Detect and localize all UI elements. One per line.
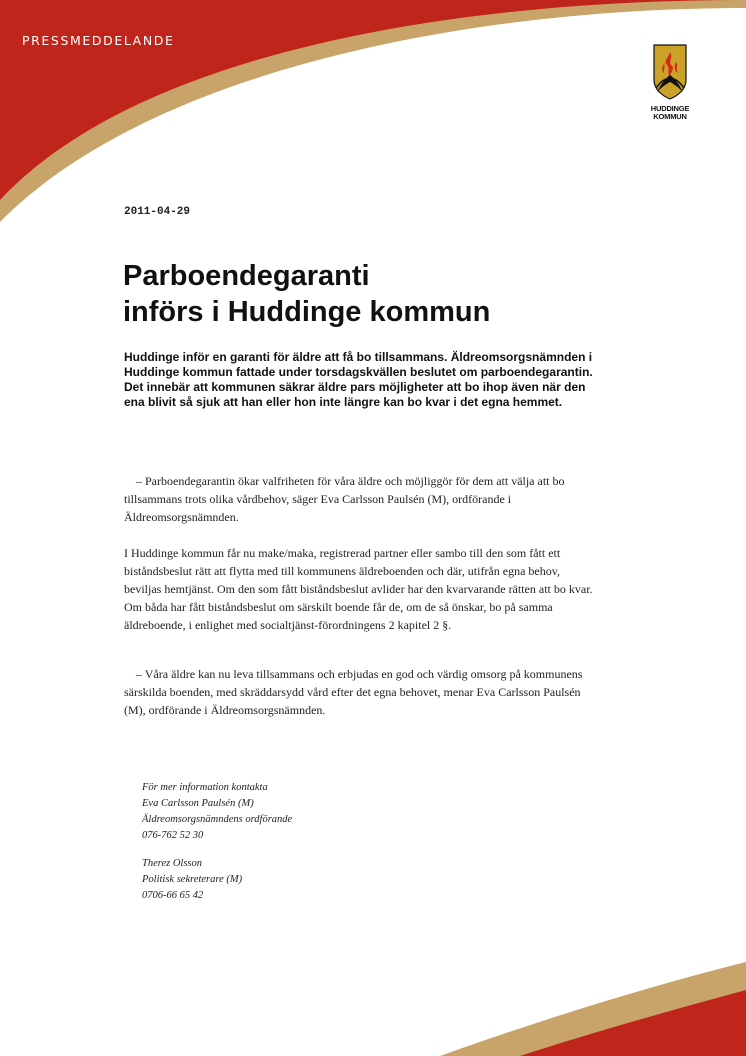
title-line-2: införs i Huddinge kommun xyxy=(123,296,491,328)
contact-role: Politisk sekreterare (M) xyxy=(142,874,243,885)
lead-text-1: Huddinge inför en garanti för äldre att få bo tillsammans. Äldreomsorgsnämnden i Huddinge kommun fattade under torsdagskvällen beslutet om parboendegarantin. xyxy=(124,350,593,379)
body-text-2: Om båda har fått biståndsbeslut om särskilt boende får de, om de så önskar, bo på samma äldreboende, i enlighet med socialtjänst-förordningens 2 kapitel 2 §. xyxy=(124,600,553,632)
page-title xyxy=(123,258,490,330)
body-paragraph xyxy=(124,544,594,634)
body-text-1: I Huddinge kommun får nu make/maka, registrerad partner eller sambo till den som fått ett biståndsbeslut rätt att flytta med till kommunens äldreboenden och där, utifrån egna behov, beviljas hemtjänst. Om den som fått biståndsbeslut avlider har den kvarvarande rätten att bo kvar. xyxy=(124,546,593,596)
contact-phone: 076-762 52 30 xyxy=(142,830,204,841)
quote-1-text: – Parboendegarantin ökar valfriheten för våra äldre och möjliggör för dem att välja att bo tillsammans trots olika vårdbehov, säger Eva Carlsson Paulsén (M), ordförande i Äldreomsorgsnämnden. xyxy=(124,474,565,524)
contact-role: Äldreomsorgsnämndens ordförande xyxy=(142,814,293,825)
logo-name-line1: HUDDINGE xyxy=(650,104,690,113)
quote-2-text: – Våra äldre kan nu leva tillsammans och erbjudas en god och värdig omsorg på kommunens särskilda boenden, med skräddarsydd vård efter det egna behovet, menar Eva Carlsson Paulsén (M), ordförande i Äldreomsorgsnämnden. xyxy=(124,667,583,717)
footer-swoosh xyxy=(440,962,746,1056)
header-label: PRESSMEDDELANDE xyxy=(22,33,175,48)
contact-intro: För mer information kontakta xyxy=(142,782,268,793)
logo-name-line2: KOMMUN xyxy=(653,112,687,121)
contact-name: Eva Carlsson Paulsén (M) xyxy=(142,798,254,809)
lead-text-2: Det innebär att kommunen säkrar äldre pars möjligheter att bo ihop även när den ena blivit så sjuk att han eller hon inte längre kan bo kvar i det egna hemmet. xyxy=(124,380,586,409)
lead-paragraph xyxy=(124,350,604,410)
quote-1 xyxy=(124,472,594,526)
release-date: 2011-04-29 xyxy=(124,206,191,218)
logo xyxy=(638,44,702,121)
title-line-1: Parboendegaranti xyxy=(123,260,370,292)
quote-2 xyxy=(124,665,594,719)
contact-block-primary xyxy=(142,780,442,844)
contact-phone: 0706-66 65 42 xyxy=(142,890,204,901)
contact-name: Therez Olsson xyxy=(142,858,202,869)
huddinge-coat-of-arms-icon xyxy=(653,44,687,100)
contact-block-secondary xyxy=(142,856,442,904)
